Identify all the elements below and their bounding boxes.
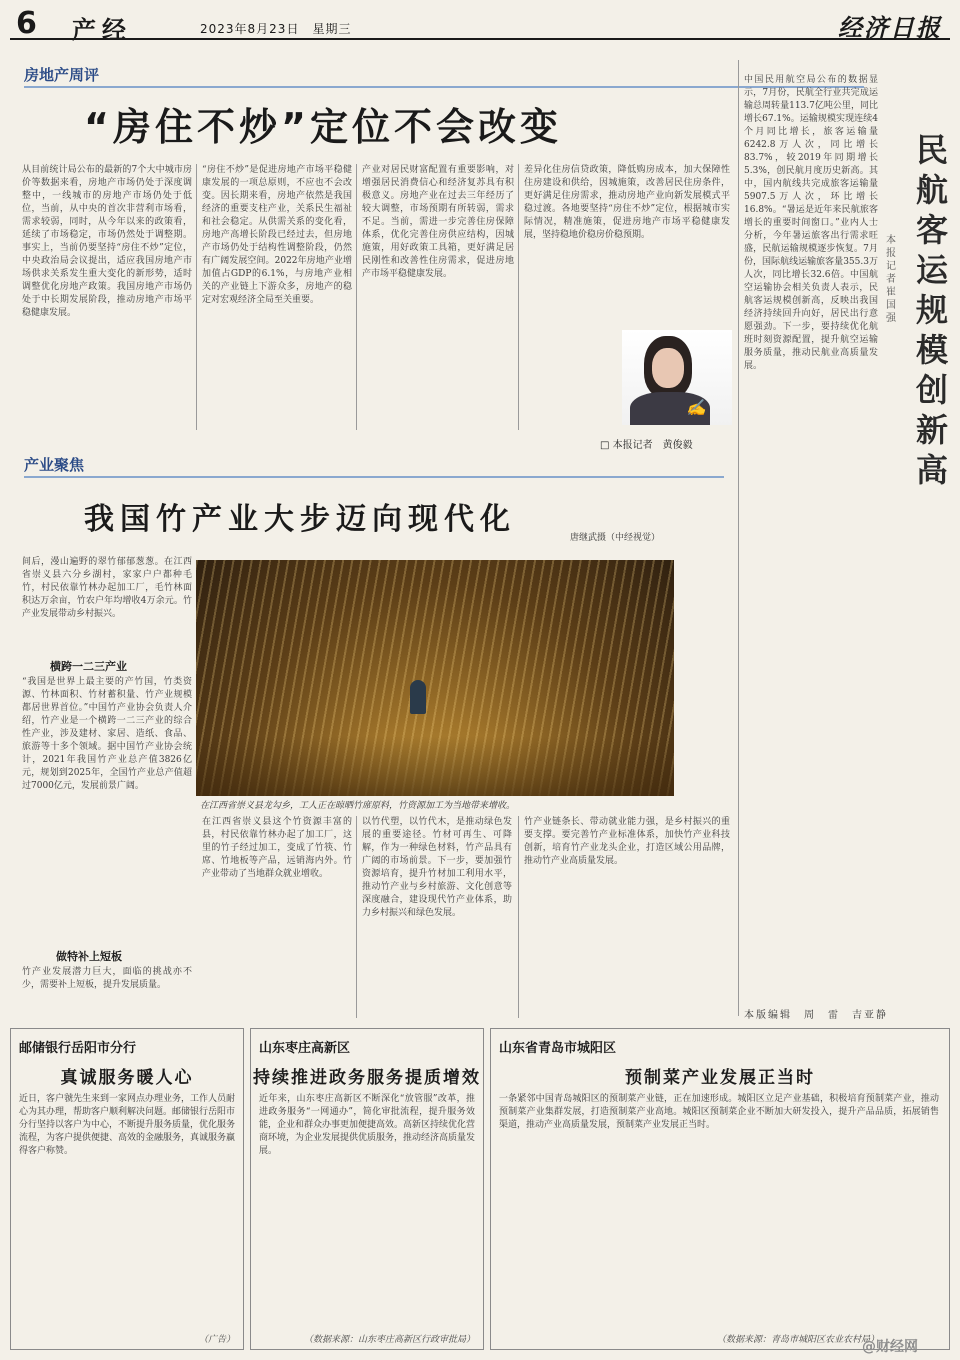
- bamboo-intro: 间后，漫山遍野的翠竹郁郁葱葱。在江西省崇义县六分乡湖村，家家户户都种毛竹，村民依靠竹林办起加工厂，毛竹林面积达万余亩，竹农户年均增收4万余元。竹产业发展带动乡村振兴。: [22, 557, 192, 619]
- box-body: 近日，客户虢先生来到一家网点办理业务，工作人员耐心为其办理，帮助客户顺利解决问题。邮储银行岳阳市分行坚持以客户为中心，不断提升服务质量，优化服务流程，为客户提供便捷、高效的金融服务，真诚服务赢得客户称赞。: [19, 1094, 235, 1156]
- column-rule: [518, 816, 519, 1018]
- masthead: [10, 6, 950, 44]
- bamboo-col-1b: “我国是世界上最主要的产竹国，竹类资源、竹林面积、竹材蓄积量、竹产业规模都居世界首位。”中国竹产业协会负责人介绍，竹产业是一个横跨一二三产业的综合性产业，涉及建材、家居、造纸、食品、旅游等十多个领域。据中国竹产业协会统计，2021年我国竹产业总产值3826亿元，规划到2025年，全国竹产业总产值超过7000亿元，发展前景广阔。: [22, 677, 192, 791]
- bamboo-col-1c: 竹产业发展潜力巨大，面临的挑战亦不少，需要补上短板，提升发展质量。: [22, 967, 192, 990]
- box-tag: 山东省青岛市城阳区: [499, 1041, 617, 1056]
- box-headline: 持续推进政务服务提质增效: [253, 1068, 481, 1088]
- photo-worker: [410, 680, 426, 714]
- real-estate-col-4: 差异化住房信贷政策，降低购房成本，加大保障性住房建设和供给，因城施策，改善居民住房条件，更好满足住房需求，推动房地产业向新发展模式平稳过渡。各地要坚持“房住不炒”定位，根据城市实际情况，精准施策，促进房地产市场平稳健康发展，坚持稳地价稳房价稳预期。: [524, 165, 730, 240]
- aviation-byline: 本报记者 崔国强: [886, 235, 906, 324]
- ad-box-postal-bank: [10, 1028, 244, 1350]
- aviation-headline: 民航客运规模创新高: [915, 131, 948, 489]
- box-ad-mark: （广告）: [198, 1335, 235, 1345]
- columnist-portrait: [622, 330, 732, 425]
- photo-credit: 唐继武摄（中经视觉）: [570, 533, 661, 543]
- bamboo-subhead-1: 横跨一二三产业: [50, 660, 127, 673]
- box-body: 近年来，山东枣庄高新区不断深化“放管服”改革，推进政务服务“一网通办”，简化审批流程，提升服务效能，企业和群众办事更加便捷高效。高新区持续优化营商环境，为企业发展提供优质服务，推动经济高质量发展。: [259, 1094, 475, 1156]
- paper-logo: 经济日报: [838, 13, 942, 42]
- column-rule: [738, 60, 739, 1016]
- real-estate-col-2: “房住不炒”是促进房地产市场平稳健康发展的一项总原则，不应也不会改变。因长期来看，房地产依然是我国经济的重要支柱产业，关系民生福祉和社会稳定。从供需关系的变化看，房地产高增长阶段已经过去，但房地产市场仍处于结构性调整阶段，仍然有广阔发展空间。2022年房地产业增加值占GDP的6.1%，与房地产业相关的产业链上下游众多，房地产的稳定对宏观经济全局至关重要。: [202, 165, 352, 305]
- bamboo-subhead-2: 做特补上短板: [56, 950, 122, 963]
- bamboo-photo: [196, 560, 674, 796]
- ad-box-chengyang: [490, 1028, 950, 1350]
- box-tag: 邮储银行岳阳市分行: [19, 1041, 137, 1056]
- ad-box-zaozhuang: [250, 1028, 484, 1350]
- photo-caption: 在江西省崇义县龙勾乡，工人正在晾晒竹席原料，竹资源加工为当地带来增收。: [200, 801, 516, 811]
- bamboo-col-4: 以竹代塑，以竹代木，是推动绿色发展的重要途径。竹材可再生、可降解，作为一种绿色材料，竹产品具有广阔的市场前景。下一步，要加强竹资源培育，提升竹材加工利用水平，推动竹产业与乡村旅游、文化创意等深度融合，建设现代竹产业体系，助力乡村振兴和绿色发展。: [362, 817, 512, 918]
- page-editors: 本版编辑 周 雷 吉亚静: [744, 1010, 888, 1021]
- bamboo-headline: 我国竹产业大步迈向现代化: [84, 502, 516, 537]
- real-estate-byline: □ 本报记者 黄俊毅: [600, 440, 693, 450]
- real-estate-col-1: 从目前统计局公布的最新的7个大中城市房价等数据来看，房地产市场仍处于深度调整中，一线城市的房地产市场仍处于低位，当前，从中央的首次非营利市场看，需求较弱，同时，从今年以来的政策看，延续了市场稳定，市场仍然处于调整期。事实上，当前仍要坚持“房住不炒”定位，中央政治局会议提出，适应我国房地产市场供求关系发生重大变化的新形势，适时调整优化房地产政策。我国房地产市场仍处于中长期发展阶段，推动房地产市场平稳健康发展。: [22, 165, 192, 318]
- column-rule: [356, 164, 357, 430]
- box-tag: 山东枣庄高新区: [259, 1041, 351, 1056]
- real-estate-col-3: 产业对居民财富配置有重要影响，对增强居民消费信心和经济复苏具有积极意义。房地产业在过去三年经历了较大调整，市场预期有所转弱，需求不足。当前，需进一步完善住房保障体系，优化完善住房供应结构，因城施策，用好政策工具箱，更好满足居民刚性和改善性住房需求，促进房地产市场平稳健康发展。: [362, 165, 514, 279]
- box-body: 一条紧邻中国青岛城阳区的预制菜产业链，正在加速形成。城阳区立足产业基础，积极培育预制菜产业，推动预制菜产业集群发展，打造预制菜产业高地。城阳区预制菜企业不断加大研发投入，提升产品品质，拓展销售渠道，推动产业高质量发展，预制菜产业发展正当时。: [499, 1094, 939, 1130]
- issue-date: 2023年8月23日 星期三: [200, 22, 352, 36]
- watermark: @财经网: [862, 1339, 918, 1355]
- bamboo-col-2: 在江西省崇义县这个竹资源丰富的县，村民依靠竹林办起了加工厂，这里的竹子经过加工，变成了竹筷、竹席、竹地板等产品，远销海内外。竹产业带动了当地群众就业增收。: [202, 817, 352, 879]
- aviation-body: 中国民用航空局公布的数据显示，7月份，民航全行业共完成运输总周转量113.7亿吨公里，同比增长67.1%。运输规模实现连续4个月同比增长，旅客运输量6242.8万人次，同比增长83.7%，较2019年同期增长5.3%，创民航月度历史新高。其中，国内航线共完成旅客运输量5907.5万人次，环比增长16.8%。“暑运是近年来民航旅客增长的重要时间窗口。”业内人士分析，今年暑运旅客出行需求旺盛，民航运输规模逐步恢复。7月份，国际航线运输旅客量355.3万人次，同比增长32.6倍。中国航空运输协会相关负责人表示，民航客运规模创新高，反映出我国经济持续回升向好，居民出行意愿强劲。下一步，要持续优化航班时刻资源配置，提升航空运输服务质量，推动民航业高质量发展。: [744, 75, 878, 371]
- box-headline: 真诚服务暖人心: [60, 1068, 194, 1088]
- real-estate-headline: “房住不炒”定位不会改变: [84, 105, 562, 149]
- bamboo-col-5: 竹产业链条长、带动就业能力强，是乡村振兴的重要支撑。要完善竹产业标准体系，加快竹产业科技创新，培育竹产业龙头企业，打造区域公用品牌，推动竹产业高质量发展。: [524, 817, 730, 866]
- column-rule: [518, 164, 519, 430]
- section-name: 产经: [72, 15, 132, 44]
- page-number: 6: [16, 6, 37, 41]
- signature: ✍: [686, 398, 706, 417]
- column-rule: [356, 816, 357, 1018]
- box-source: （数据来源：山东枣庄高新区行政审批局）: [303, 1335, 475, 1345]
- tag-underline: [24, 476, 724, 478]
- real-estate-tag: 房地产周评: [24, 66, 100, 84]
- photo-ground: [196, 736, 674, 796]
- bamboo-tag: 产业聚焦: [24, 456, 85, 474]
- box-source: （数据来源：青岛市城阳区农业农村局）: [716, 1335, 879, 1345]
- column-rule: [196, 164, 197, 430]
- box-headline: 预制菜产业发展正当时: [625, 1068, 815, 1088]
- portrait-face: [652, 348, 684, 388]
